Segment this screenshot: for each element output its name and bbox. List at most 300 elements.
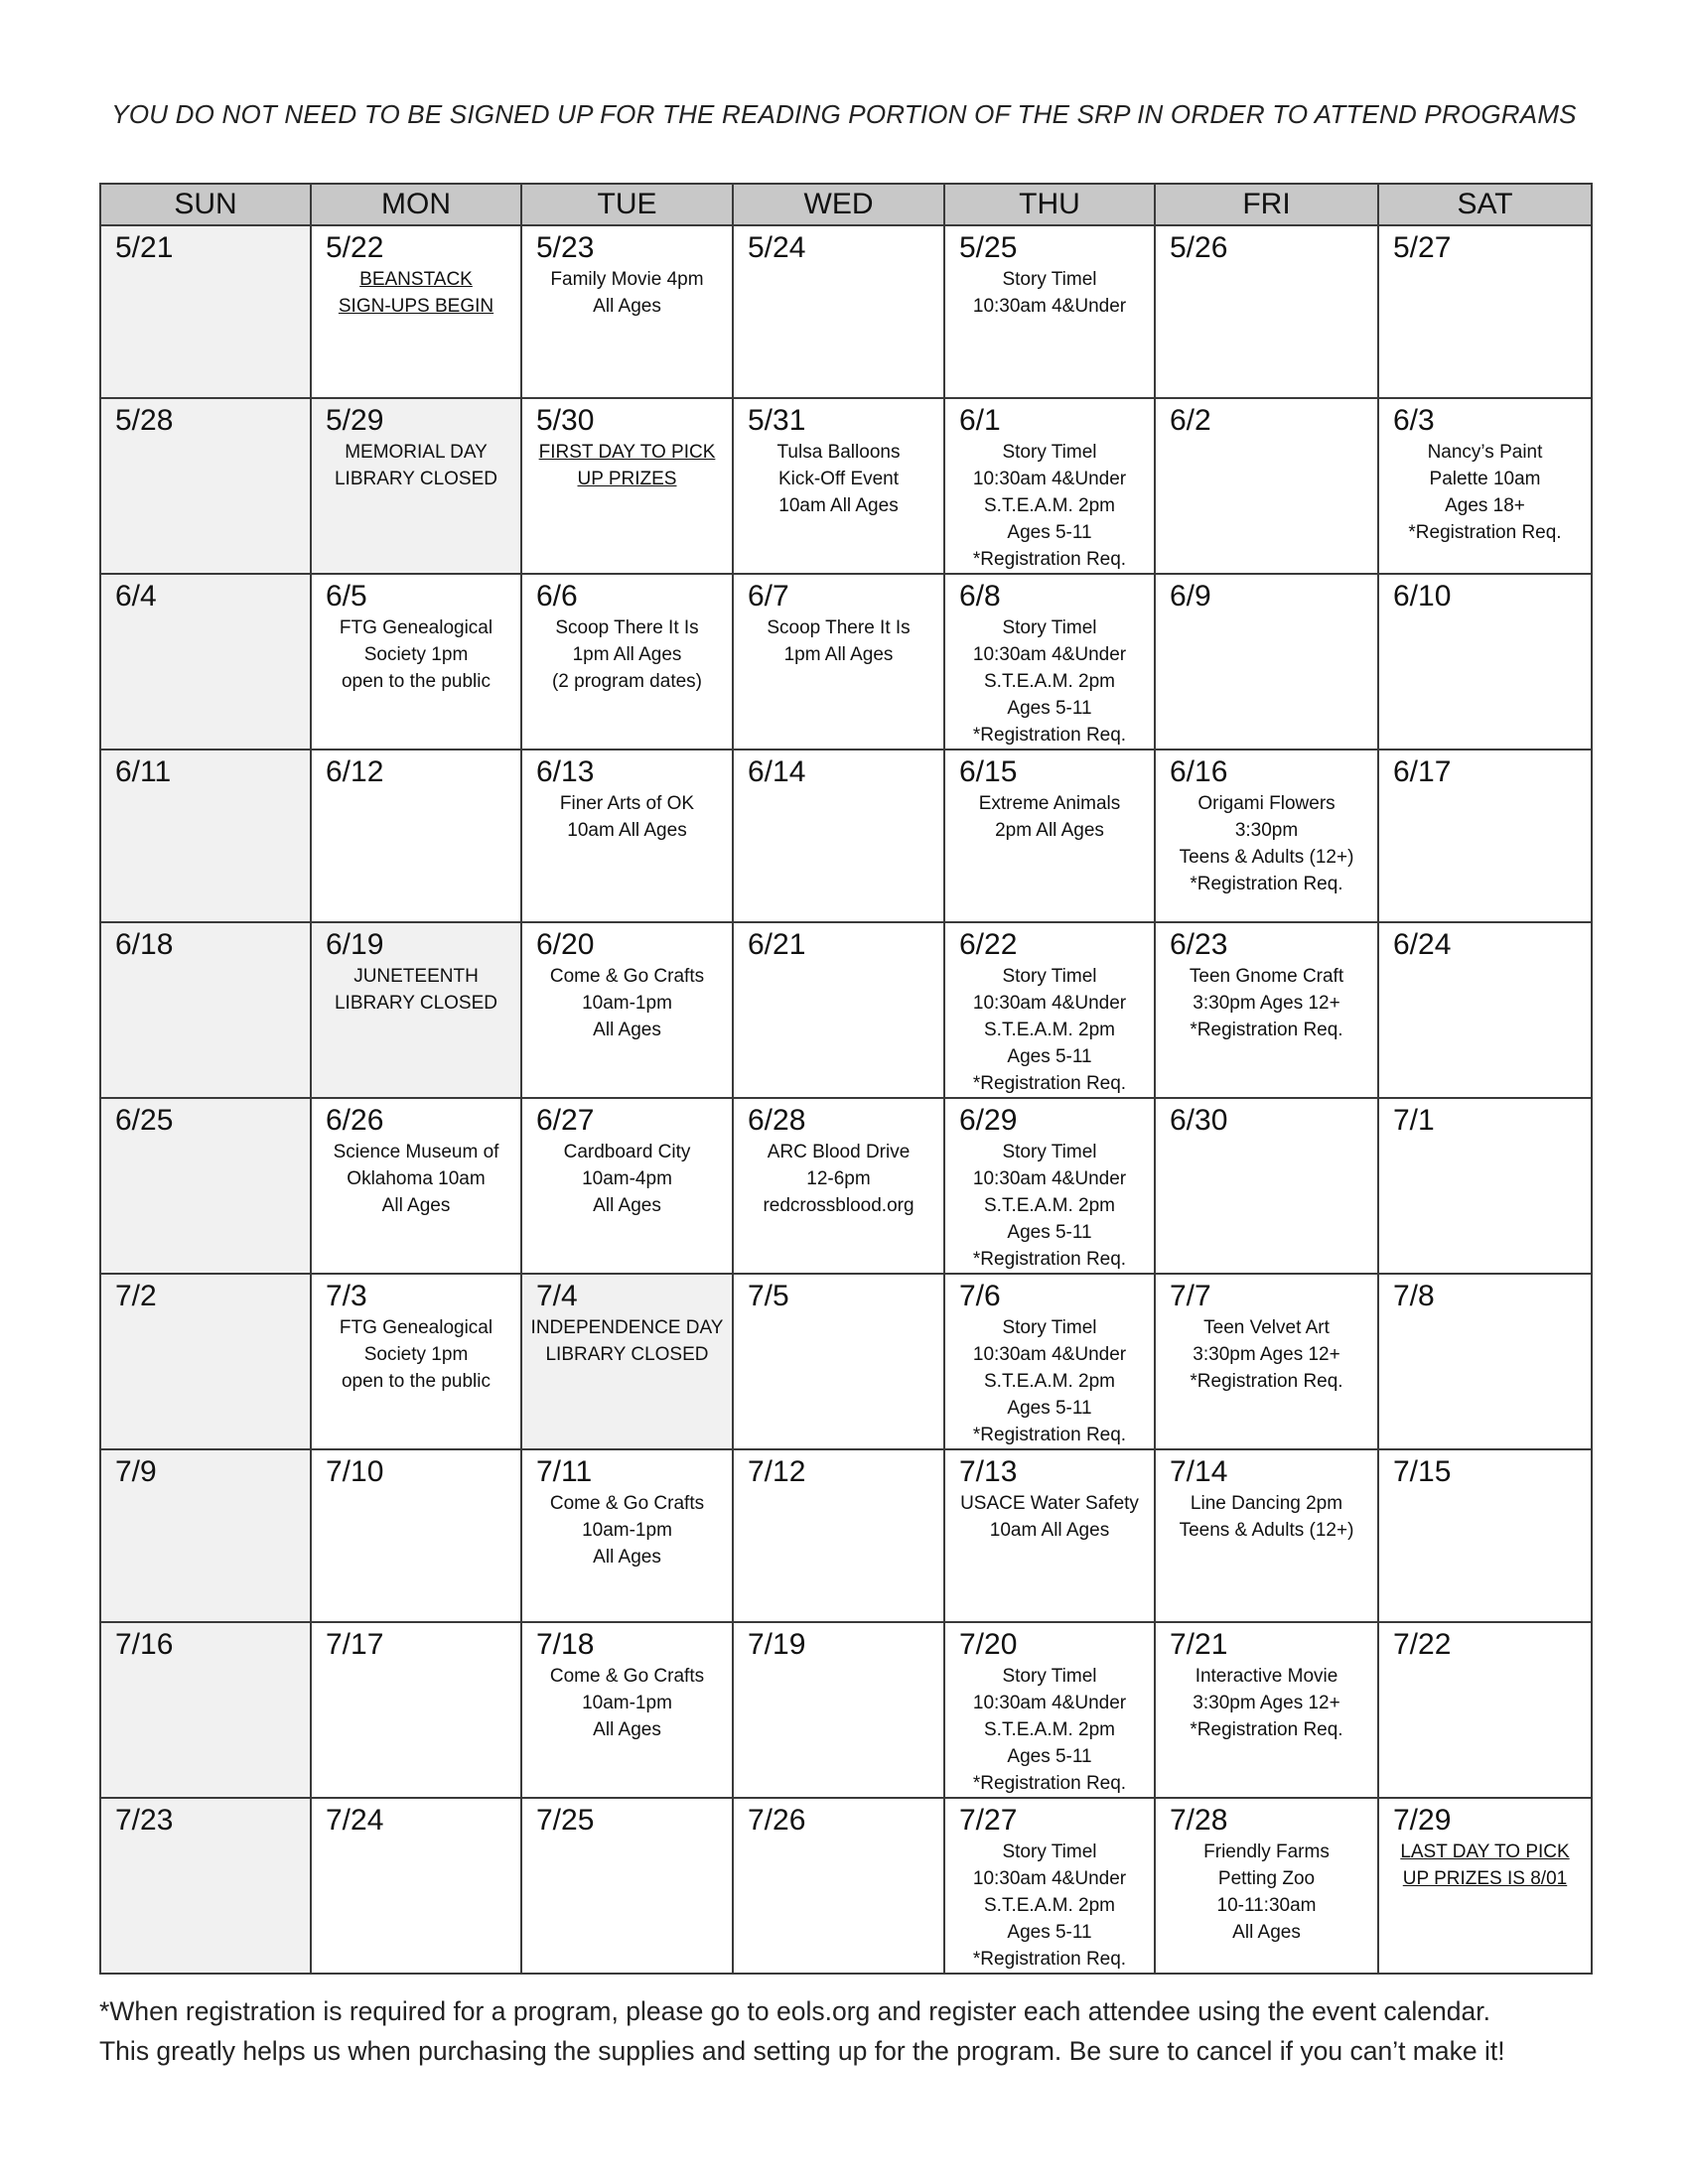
day-date: 6/12: [326, 755, 384, 788]
day-date: 5/27: [1393, 231, 1452, 264]
day-date: 7/26: [748, 1804, 806, 1837]
event-line: *Registration Req.: [1408, 522, 1562, 543]
event-line: LIBRARY CLOSED: [334, 469, 498, 489]
calendar-day-cell: [521, 1798, 733, 1974]
day-date: 7/25: [536, 1804, 595, 1837]
event-line: All Ages: [593, 296, 661, 317]
day-date: 7/21: [1170, 1628, 1228, 1661]
event-line: Story Timel: [1002, 1317, 1097, 1338]
calendar-day-cell: [1378, 574, 1592, 750]
event-line: S.T.E.A.M. 2pm: [984, 1195, 1115, 1216]
calendar-day-cell: [521, 922, 733, 1098]
event-line: Ages 5-11: [1007, 1398, 1092, 1419]
day-events: [318, 439, 514, 492]
calendar-day-cell: [1155, 1798, 1378, 1974]
event-line: Petting Zoo: [1217, 1868, 1316, 1889]
calendar-day-cell: [944, 225, 1155, 398]
event-line: *Registration Req.: [972, 1773, 1127, 1794]
day-events: [951, 1490, 1148, 1544]
calendar-day-cell: [1155, 1449, 1378, 1622]
event-line: Nancy’s Paint: [1427, 442, 1543, 463]
day-events: [740, 614, 937, 668]
event-line: Palette 10am: [1429, 469, 1541, 489]
day-date: 7/18: [536, 1628, 595, 1661]
event-line: 10am-1pm: [582, 993, 672, 1014]
day-date: 7/7: [1170, 1280, 1211, 1312]
day-date: 5/25: [959, 231, 1018, 264]
day-events: [951, 790, 1148, 844]
day-date: 6/22: [959, 928, 1018, 961]
event-line: Come & Go Crafts: [549, 1493, 705, 1514]
day-date: 5/31: [748, 404, 806, 437]
event-line: *Registration Req.: [1190, 1371, 1343, 1392]
day-date: 6/4: [115, 580, 157, 613]
event-line: 10:30am 4&Under: [972, 469, 1127, 489]
calendar-day-cell: [311, 1098, 521, 1274]
event-line: Ages 5-11: [1007, 1746, 1092, 1767]
calendar-day-cell: [100, 398, 311, 574]
calendar-day-cell: [1378, 398, 1592, 574]
event-line: S.T.E.A.M. 2pm: [984, 1371, 1115, 1392]
event-line: 10am All Ages: [778, 495, 899, 516]
calendar-day-cell: [311, 750, 521, 922]
footnote-line: This greatly helps us when purchasing the supplies and setting up for the program. Be sure to cancel if you can’t make it!: [99, 2036, 1505, 2066]
day-date: 5/29: [326, 404, 384, 437]
event-line: *Registration Req.: [972, 1949, 1127, 1970]
event-line: INDEPENDENCE DAY: [530, 1317, 724, 1338]
event-line: *Registration Req.: [972, 549, 1127, 570]
event-line: Story Timel: [1002, 1666, 1097, 1687]
calendar-day-cell: [100, 1274, 311, 1449]
day-date: 7/20: [959, 1628, 1018, 1661]
calendar-day-cell: [311, 398, 521, 574]
day-date: 6/28: [748, 1104, 806, 1137]
day-date: 7/13: [959, 1455, 1018, 1488]
calendar-day-cell: [311, 922, 521, 1098]
calendar-day-cell: [311, 225, 521, 398]
event-line: 3:30pm Ages 12+: [1193, 1693, 1340, 1713]
event-line: FTG Genealogical: [339, 617, 493, 638]
calendar-week-row: [100, 1622, 1592, 1798]
calendar-week-row: [100, 1449, 1592, 1622]
day-date: 7/2: [115, 1280, 157, 1312]
calendar-day-cell: [100, 1449, 311, 1622]
footnote-line: *When registration is required for a program, please go to eols.org and register each attendee using the event calendar.: [99, 1996, 1490, 2026]
calendar-day-cell: [100, 574, 311, 750]
event-line: Scoop There It Is: [767, 617, 911, 638]
event-line: Ages 18+: [1445, 495, 1525, 516]
event-line: Ages 5-11: [1007, 522, 1092, 543]
day-events: [1162, 790, 1371, 897]
calendar-day-cell: [1155, 1622, 1378, 1798]
calendar-day-cell: [733, 398, 944, 574]
day-events: [951, 1839, 1148, 1973]
day-date: 6/16: [1170, 755, 1228, 788]
event-line: 10am-1pm: [582, 1520, 672, 1541]
event-line: open to the public: [341, 1371, 491, 1392]
day-events: [1162, 1839, 1371, 1946]
event-line: Scoop There It Is: [555, 617, 699, 638]
event-line: Story Timel: [1002, 617, 1097, 638]
calendar-day-cell: [1155, 574, 1378, 750]
day-date: 6/25: [115, 1104, 174, 1137]
event-line: ARC Blood Drive: [767, 1142, 911, 1162]
event-line: 10:30am 4&Under: [972, 1168, 1127, 1189]
calendar-day-cell: [1155, 398, 1378, 574]
calendar-day-cell: [1378, 1274, 1592, 1449]
calendar-day-cell: [1378, 922, 1592, 1098]
calendar-day-cell: [311, 1622, 521, 1798]
calendar-day-cell: [100, 1098, 311, 1274]
event-line: Family Movie 4pm: [550, 269, 704, 290]
event-line: FTG Genealogical: [339, 1317, 493, 1338]
calendar-day-cell: [944, 574, 1155, 750]
calendar-day-cell: [944, 750, 1155, 922]
day-date: 6/18: [115, 928, 174, 961]
day-date: 6/30: [1170, 1104, 1228, 1137]
calendar-day-cell: [1378, 225, 1592, 398]
day-date: 7/28: [1170, 1804, 1228, 1837]
event-line: *Registration Req.: [972, 1425, 1127, 1445]
day-date: 6/20: [536, 928, 595, 961]
registration-footnote: [99, 1991, 1628, 2071]
event-line: All Ages: [593, 1547, 661, 1568]
calendar-day-cell: [944, 1274, 1155, 1449]
day-events: [528, 790, 726, 844]
event-line: 10am All Ages: [989, 1520, 1110, 1541]
day-date: 6/13: [536, 755, 595, 788]
event-line: Story Timel: [1002, 1842, 1097, 1862]
calendar-day-cell: [521, 1449, 733, 1622]
calendar-week-row: [100, 225, 1592, 398]
day-date: 7/8: [1393, 1280, 1435, 1312]
event-line: (2 program dates): [551, 671, 702, 692]
day-date: 6/10: [1393, 580, 1452, 613]
day-date: 5/21: [115, 231, 174, 264]
event-line: Teen Velvet Art: [1203, 1317, 1330, 1338]
calendar-day-cell: [733, 1449, 944, 1622]
calendar-day-cell: [1378, 1798, 1592, 1974]
program-calendar: [99, 183, 1593, 1975]
page-notice: YOU DO NOT NEED TO BE SIGNED UP FOR THE READING PORTION OF THE SRP IN ORDER TO ATTEND PROGRAMS: [111, 99, 1577, 129]
event-line: Story Timel: [1002, 966, 1097, 987]
event-line: 3:30pm Ages 12+: [1193, 993, 1340, 1014]
calendar-day-cell: [733, 1098, 944, 1274]
day-events: [1162, 1663, 1371, 1743]
calendar-day-cell: [100, 922, 311, 1098]
calendar-week-row: [100, 922, 1592, 1098]
day-events: [951, 266, 1148, 320]
event-line: 10am-4pm: [582, 1168, 672, 1189]
event-line: 10-11:30am: [1216, 1895, 1317, 1916]
weekday-header: MON: [311, 184, 521, 225]
event-line: Teen Gnome Craft: [1189, 966, 1344, 987]
weekday-header: FRI: [1155, 184, 1378, 225]
weekday-header: THU: [944, 184, 1155, 225]
event-line: UP PRIZES IS 8/01: [1402, 1868, 1568, 1889]
event-line: LIBRARY CLOSED: [545, 1344, 709, 1365]
event-line: 10:30am 4&Under: [972, 644, 1127, 665]
day-date: 7/4: [536, 1280, 578, 1312]
calendar-day-cell: [944, 1098, 1155, 1274]
event-line: LIBRARY CLOSED: [334, 993, 498, 1014]
event-line: *Registration Req.: [1190, 874, 1343, 894]
calendar-day-cell: [521, 1098, 733, 1274]
calendar-day-cell: [1155, 750, 1378, 922]
calendar-day-cell: [1378, 750, 1592, 922]
event-line: All Ages: [381, 1195, 451, 1216]
day-events: [528, 614, 726, 695]
day-date: 7/5: [748, 1280, 789, 1312]
event-line: *Registration Req.: [1190, 1719, 1343, 1740]
day-date: 6/2: [1170, 404, 1211, 437]
event-line: Friendly Farms: [1203, 1842, 1330, 1862]
event-line: Ages 5-11: [1007, 698, 1092, 719]
event-line: Origami Flowers: [1197, 793, 1336, 814]
event-line: 3:30pm Ages 12+: [1193, 1344, 1340, 1365]
calendar-week-row: [100, 398, 1592, 574]
event-line: SIGN-UPS BEGIN: [338, 296, 494, 317]
day-date: 6/9: [1170, 580, 1211, 613]
day-events: [951, 1314, 1148, 1448]
day-events: [951, 963, 1148, 1097]
day-date: 7/17: [326, 1628, 384, 1661]
event-line: JUNETEENTH: [353, 966, 479, 987]
calendar-day-cell: [944, 398, 1155, 574]
event-line: 10:30am 4&Under: [972, 296, 1127, 317]
day-events: [1385, 439, 1585, 546]
event-line: Science Museum of: [333, 1142, 499, 1162]
calendar-day-cell: [100, 750, 311, 922]
day-date: 7/24: [326, 1804, 384, 1837]
day-events: [318, 963, 514, 1017]
calendar-week-row: [100, 1798, 1592, 1974]
event-line: Line Dancing 2pm: [1190, 1493, 1343, 1514]
calendar-day-cell: [311, 574, 521, 750]
day-events: [318, 1139, 514, 1219]
calendar-day-cell: [1155, 225, 1378, 398]
calendar-week-row: [100, 1098, 1592, 1274]
calendar-day-cell: [733, 922, 944, 1098]
day-events: [1385, 1839, 1585, 1892]
day-events: [318, 1314, 514, 1395]
calendar-day-cell: [311, 1798, 521, 1974]
event-line: Story Timel: [1002, 1142, 1097, 1162]
day-events: [528, 266, 726, 320]
event-line: Story Timel: [1002, 442, 1097, 463]
calendar-day-cell: [100, 225, 311, 398]
day-events: [951, 1663, 1148, 1797]
event-line: S.T.E.A.M. 2pm: [984, 1020, 1115, 1040]
day-date: 6/8: [959, 580, 1001, 613]
day-date: 6/17: [1393, 755, 1452, 788]
event-line: Ages 5-11: [1007, 1922, 1092, 1943]
day-date: 6/24: [1393, 928, 1452, 961]
event-line: *Registration Req.: [972, 1249, 1127, 1270]
day-events: [528, 439, 726, 492]
day-date: 7/23: [115, 1804, 174, 1837]
event-line: USACE Water Safety: [960, 1493, 1139, 1514]
day-events: [528, 1139, 726, 1219]
calendar-day-cell: [733, 1274, 944, 1449]
day-date: 7/27: [959, 1804, 1018, 1837]
event-line: Oklahoma 10am: [347, 1168, 486, 1189]
calendar-day-cell: [100, 1622, 311, 1798]
day-date: 6/14: [748, 755, 806, 788]
event-line: Extreme Animals: [978, 793, 1121, 814]
weekday-header: WED: [733, 184, 944, 225]
calendar-day-cell: [733, 750, 944, 922]
event-line: open to the public: [341, 671, 491, 692]
calendar-day-cell: [944, 1622, 1155, 1798]
calendar-day-cell: [1155, 922, 1378, 1098]
calendar-day-cell: [311, 1449, 521, 1622]
day-date: 6/19: [326, 928, 384, 961]
event-line: Society 1pm: [363, 644, 469, 665]
day-events: [740, 439, 937, 519]
day-date: 7/22: [1393, 1628, 1452, 1661]
event-line: Teens & Adults (12+): [1179, 1520, 1354, 1541]
calendar-day-cell: [521, 574, 733, 750]
day-date: 5/24: [748, 231, 806, 264]
event-line: Ages 5-11: [1007, 1046, 1092, 1067]
event-line: All Ages: [1232, 1922, 1301, 1943]
calendar-day-cell: [1378, 1449, 1592, 1622]
day-date: 6/29: [959, 1104, 1018, 1137]
day-date: 7/10: [326, 1455, 384, 1488]
event-line: 1pm All Ages: [783, 644, 894, 665]
calendar-day-cell: [521, 1274, 733, 1449]
day-date: 6/5: [326, 580, 367, 613]
day-date: 7/9: [115, 1455, 157, 1488]
day-events: [528, 963, 726, 1043]
event-line: UP PRIZES: [577, 469, 677, 489]
calendar-day-cell: [100, 1798, 311, 1974]
event-line: Kick-Off Event: [777, 469, 900, 489]
day-date: 6/21: [748, 928, 806, 961]
day-date: 7/1: [1393, 1104, 1435, 1137]
event-line: Interactive Movie: [1195, 1666, 1338, 1687]
event-line: 3:30pm: [1234, 820, 1299, 841]
event-line: MEMORIAL DAY: [345, 442, 488, 463]
event-line: 12-6pm: [806, 1168, 871, 1189]
event-line: 10am-1pm: [582, 1693, 672, 1713]
day-date: 6/23: [1170, 928, 1228, 961]
event-line: 10:30am 4&Under: [972, 993, 1127, 1014]
day-date: 5/28: [115, 404, 174, 437]
day-date: 7/19: [748, 1628, 806, 1661]
event-line: 10am All Ages: [567, 820, 687, 841]
day-date: 7/14: [1170, 1455, 1228, 1488]
event-line: Cardboard City: [563, 1142, 691, 1162]
day-events: [740, 1139, 937, 1219]
event-line: S.T.E.A.M. 2pm: [984, 495, 1115, 516]
day-date: 7/12: [748, 1455, 806, 1488]
event-line: 10:30am 4&Under: [972, 1344, 1127, 1365]
event-line: FIRST DAY TO PICK: [538, 442, 716, 463]
event-line: *Registration Req.: [1190, 1020, 1343, 1040]
day-date: 6/6: [536, 580, 578, 613]
weekday-header-row: [100, 184, 1592, 225]
calendar-day-cell: [733, 1622, 944, 1798]
event-line: Finer Arts of OK: [559, 793, 695, 814]
event-line: 10:30am 4&Under: [972, 1693, 1127, 1713]
event-line: redcrossblood.org: [763, 1195, 914, 1216]
calendar-day-cell: [733, 225, 944, 398]
day-events: [1162, 963, 1371, 1043]
day-date: 6/15: [959, 755, 1018, 788]
day-events: [1162, 1314, 1371, 1395]
day-date: 6/11: [115, 755, 172, 788]
event-line: Come & Go Crafts: [549, 1666, 705, 1687]
day-date: 5/23: [536, 231, 595, 264]
day-events: [951, 614, 1148, 749]
day-events: [951, 439, 1148, 573]
calendar-weeks: [100, 225, 1592, 1974]
calendar-week-row: [100, 1274, 1592, 1449]
day-date: 7/3: [326, 1280, 367, 1312]
day-date: 7/16: [115, 1628, 174, 1661]
day-events: [951, 1139, 1148, 1273]
event-line: Story Timel: [1002, 269, 1097, 290]
day-date: 7/15: [1393, 1455, 1452, 1488]
weekday-header: SUN: [100, 184, 311, 225]
event-line: *Registration Req.: [972, 725, 1127, 746]
calendar-week-row: [100, 574, 1592, 750]
event-line: Tulsa Balloons: [776, 442, 901, 463]
day-events: [528, 1663, 726, 1743]
event-line: Come & Go Crafts: [549, 966, 705, 987]
event-line: S.T.E.A.M. 2pm: [984, 1895, 1115, 1916]
event-line: S.T.E.A.M. 2pm: [984, 671, 1115, 692]
day-date: 7/11: [536, 1455, 593, 1488]
calendar-day-cell: [1378, 1622, 1592, 1798]
event-line: LAST DAY TO PICK: [1400, 1842, 1570, 1862]
day-date: 5/26: [1170, 231, 1228, 264]
event-line: Ages 5-11: [1007, 1222, 1092, 1243]
event-line: Teens & Adults (12+): [1179, 847, 1354, 868]
day-date: 5/22: [326, 231, 384, 264]
event-line: S.T.E.A.M. 2pm: [984, 1719, 1115, 1740]
day-date: 7/6: [959, 1280, 1001, 1312]
calendar-day-cell: [1378, 1098, 1592, 1274]
weekday-header: SAT: [1378, 184, 1592, 225]
event-line: All Ages: [593, 1719, 661, 1740]
event-line: 2pm All Ages: [995, 820, 1104, 841]
event-line: Society 1pm: [363, 1344, 469, 1365]
calendar-day-cell: [521, 398, 733, 574]
day-date: 6/3: [1393, 404, 1435, 437]
day-date: 6/7: [748, 580, 789, 613]
weekday-header: TUE: [521, 184, 733, 225]
day-events: [1162, 1490, 1371, 1544]
calendar-day-cell: [944, 922, 1155, 1098]
day-date: 7/29: [1393, 1804, 1452, 1837]
calendar-day-cell: [1155, 1274, 1378, 1449]
event-line: *Registration Req.: [972, 1073, 1127, 1094]
calendar-day-cell: [521, 1622, 733, 1798]
calendar-week-row: [100, 750, 1592, 922]
event-line: BEANSTACK: [359, 269, 473, 290]
calendar-day-cell: [311, 1274, 521, 1449]
calendar-day-cell: [944, 1449, 1155, 1622]
day-date: 6/26: [326, 1104, 384, 1137]
day-events: [528, 1490, 726, 1570]
calendar-day-cell: [521, 750, 733, 922]
event-line: All Ages: [593, 1020, 661, 1040]
day-date: 6/1: [959, 404, 1001, 437]
day-date: 6/27: [536, 1104, 595, 1137]
